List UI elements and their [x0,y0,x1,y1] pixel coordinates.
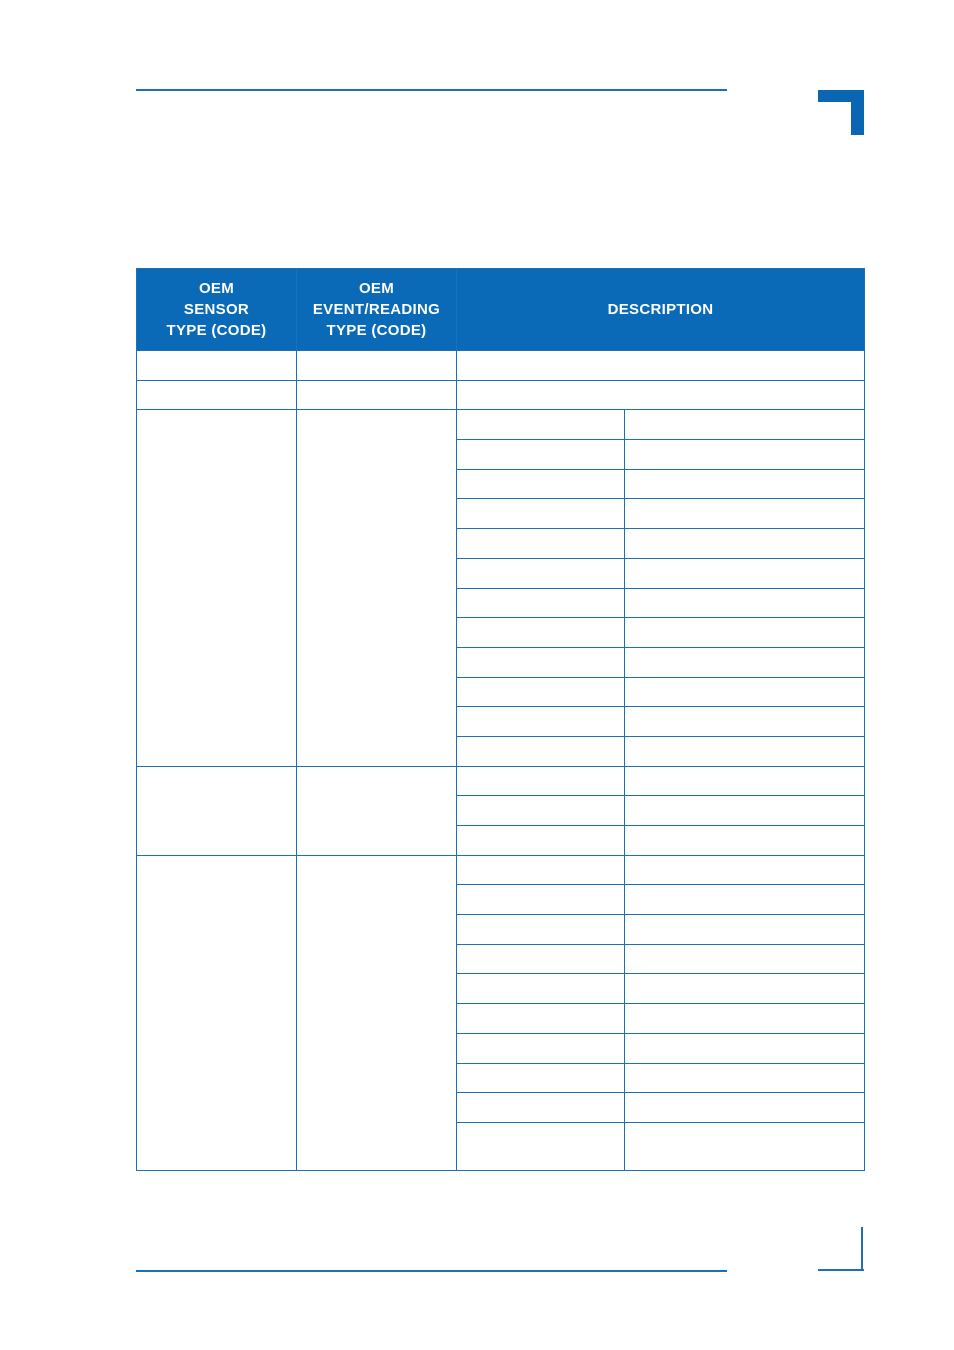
table-cell [625,1122,865,1170]
table-cell [457,1033,625,1063]
table-cell [457,677,625,707]
header-event-type-line: EVENT/READING [312,301,441,318]
table-cell [457,529,625,559]
table-cell [625,885,865,915]
table-cell [625,1063,865,1093]
header-description: DESCRIPTION [457,269,865,351]
table-cell [457,351,865,381]
table-cell [457,469,625,499]
table-cell [457,796,625,826]
table-cell [457,647,625,677]
table-cell [137,351,297,381]
table-cell [625,1004,865,1034]
table-cell [625,529,865,559]
table-cell [457,499,625,529]
table-cell [625,499,865,529]
table-row [137,855,865,885]
table-cell [457,707,625,737]
header-sensor-type [137,269,297,351]
table-cell [625,707,865,737]
table-cell [457,766,625,796]
header-sensor-type-line: SENSOR [183,301,250,318]
table-cell [625,647,865,677]
table-cell [457,885,625,915]
table-cell [625,796,865,826]
table-cell [625,766,865,796]
table-cell [457,1063,625,1093]
table-cell [137,855,297,1170]
table-cell [625,440,865,470]
table-cell [457,855,625,885]
table-cell [625,944,865,974]
table-cell [625,469,865,499]
table-cell [137,766,297,855]
table-header-row [137,269,865,351]
table-cell [137,380,297,410]
table-cell [625,826,865,856]
table-cell [457,1004,625,1034]
table-row [137,410,865,440]
table-cell [457,736,625,766]
table-cell [457,588,625,618]
header-sensor-type-line: OEM [198,280,235,297]
table-cell [457,944,625,974]
table-cell [625,1033,865,1063]
table-cell [625,588,865,618]
oem-sensor-table [136,268,865,1171]
table-cell [457,410,625,440]
table-cell [297,766,457,855]
header-event-type-line: OEM [358,280,395,297]
table-cell [457,1122,625,1170]
table-cell [625,974,865,1004]
table-cell [625,855,865,885]
header-event-type [297,269,457,351]
table-cell [625,558,865,588]
table-cell [457,558,625,588]
table-cell [457,915,625,945]
table-cell [137,410,297,766]
table-cell [457,618,625,648]
bottom-rule [136,1270,727,1272]
table-cell [297,855,457,1170]
table-cell [457,380,865,410]
header-sensor-type-line: TYPE (CODE) [166,322,267,339]
table-cell [457,826,625,856]
table-cell [457,1093,625,1123]
table-cell [457,440,625,470]
table-cell [457,974,625,1004]
corner-mark-top-vertical [851,90,864,135]
table-row [137,380,865,410]
table-cell [297,410,457,766]
corner-mark-bottom [818,1269,864,1271]
corner-mark-bottom-vertical [861,1227,863,1271]
top-rule [136,89,727,91]
header-event-type-line: TYPE (CODE) [326,322,427,339]
table-row [137,351,865,381]
table-cell [625,618,865,648]
table-cell [625,736,865,766]
table-cell [625,915,865,945]
table-cell [297,380,457,410]
table-cell [625,410,865,440]
table-cell [625,1093,865,1123]
table-row [137,766,865,796]
table-cell [297,351,457,381]
table-cell [625,677,865,707]
